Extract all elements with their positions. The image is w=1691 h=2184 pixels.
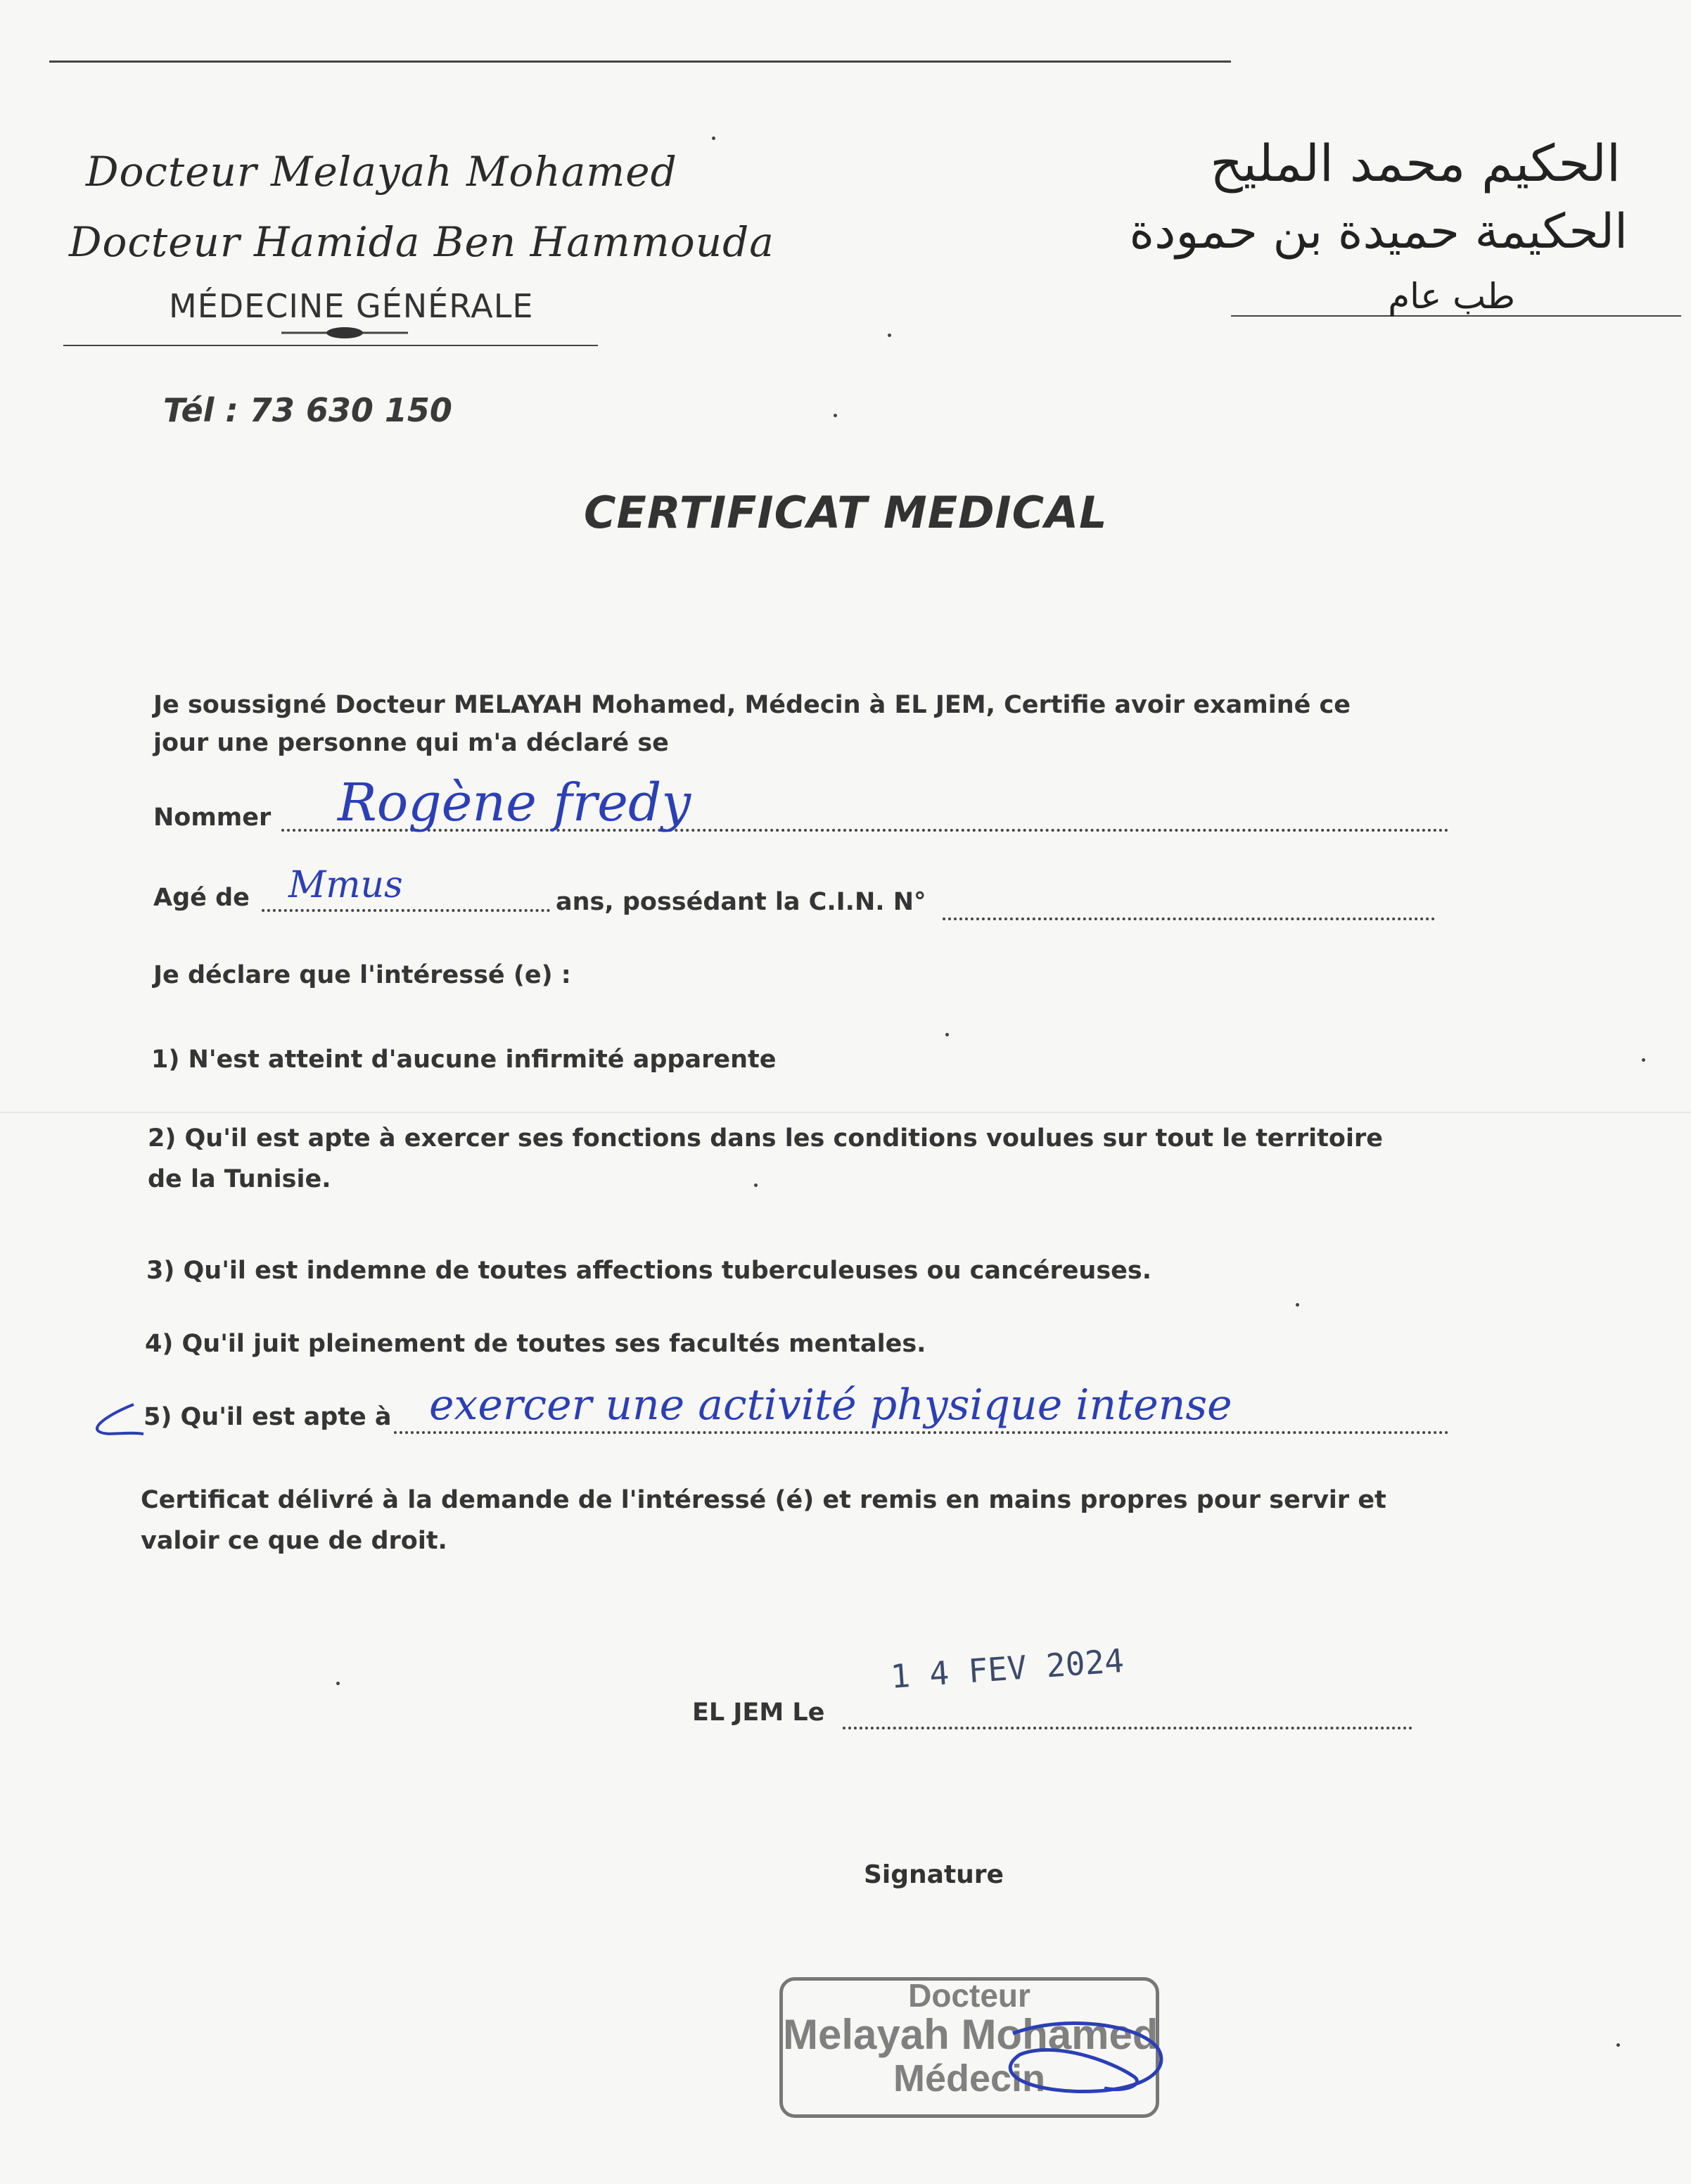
date-dotted-line (843, 1727, 1412, 1729)
certificate-title: CERTIFICAT MEDICAL (584, 487, 1108, 538)
doctor-name-1: Docteur Melayah Mohamed (86, 148, 677, 196)
arabic-specialty: طب عام (1388, 276, 1515, 317)
ornament-icon (274, 322, 415, 343)
stamp-line-3: Médecin (893, 2057, 1046, 2100)
paper-speck (1616, 2043, 1620, 2047)
intro-line-2: jour une personne qui m'a déclaré se (153, 729, 669, 757)
handwritten-check-mark-icon (84, 1399, 148, 1441)
paper-speck (888, 334, 891, 337)
intro-line-1: Je soussigné Docteur MELAYAH Mohamed, Médecin à EL JEM, Certifie avoir examiné ce (153, 691, 1351, 719)
paper-speck (945, 1033, 949, 1036)
cin-label: ans, possédant la C.I.N. N° (556, 888, 926, 916)
name-handwritten-value: Rogène fredy (338, 773, 691, 833)
age-handwritten-value: Mmus (288, 864, 403, 906)
age-dotted-line (262, 909, 550, 912)
header-left-bottom-rule (63, 345, 598, 346)
item-1: 1) N'est atteint d'aucune infirmité apparente (151, 1046, 777, 1074)
specialty: MÉDECINE GÉNÉRALE (169, 287, 534, 325)
stamp-line-2: Melayah Mohamed (783, 2011, 1159, 2058)
item-5-label: 5) Qu'il est apte à (143, 1403, 392, 1431)
item-4: 4) Qu'il juit pleinement de toutes ses facultés mentales. (145, 1330, 926, 1358)
header-top-rule (49, 61, 1231, 63)
paper-speck (1296, 1303, 1299, 1307)
item-2-line-2: de la Tunisie. (148, 1165, 331, 1193)
telephone: Tél : 73 630 150 (163, 391, 452, 429)
paper-speck (1642, 1058, 1645, 1062)
item-5-handwritten-value: exercer une activité physique intense (429, 1380, 1232, 1430)
name-label: Nommer (153, 804, 272, 832)
paper-speck (834, 414, 837, 417)
paper-speck (712, 136, 715, 140)
closing-line-2: valoir ce que de droit. (141, 1527, 447, 1555)
item-2-line-1: 2) Qu'il est apte à exercer ses fonctions dans les conditions voulues sur tout le territoire (148, 1124, 1383, 1153)
arabic-doctor-name-1: الحكيم محمد المليح (1210, 134, 1621, 193)
age-label: Agé de (153, 884, 250, 912)
stamp-line-1: Docteur (908, 1977, 1030, 2014)
signature-label: Signature (864, 1860, 1004, 1889)
item-3: 3) Qu'il est indemne de toutes affections tuberculeuses ou cancéreuses. (146, 1257, 1152, 1285)
paper-speck (336, 1682, 340, 1685)
closing-line-1: Certificat délivré à la demande de l'intéressé (é) et remis en mains propres pour servir et (141, 1486, 1386, 1514)
paper-fold (0, 1112, 1691, 1113)
item-5-dotted-line (394, 1431, 1449, 1434)
date-stamp: 1 4 FEV 2024 (889, 1641, 1125, 1696)
declaration: Je déclare que l'intéressé (e) : (153, 961, 571, 989)
doctor-name-2: Docteur Hamida Ben Hammouda (69, 218, 774, 266)
cin-dotted-line (943, 918, 1435, 920)
place-date-label: EL JEM Le (692, 1699, 825, 1727)
signature-scribble-icon (971, 2005, 1182, 2111)
paper-speck (754, 1183, 758, 1187)
arabic-doctor-name-2: الحكيمة حميدة بن حمودة (1129, 204, 1628, 260)
